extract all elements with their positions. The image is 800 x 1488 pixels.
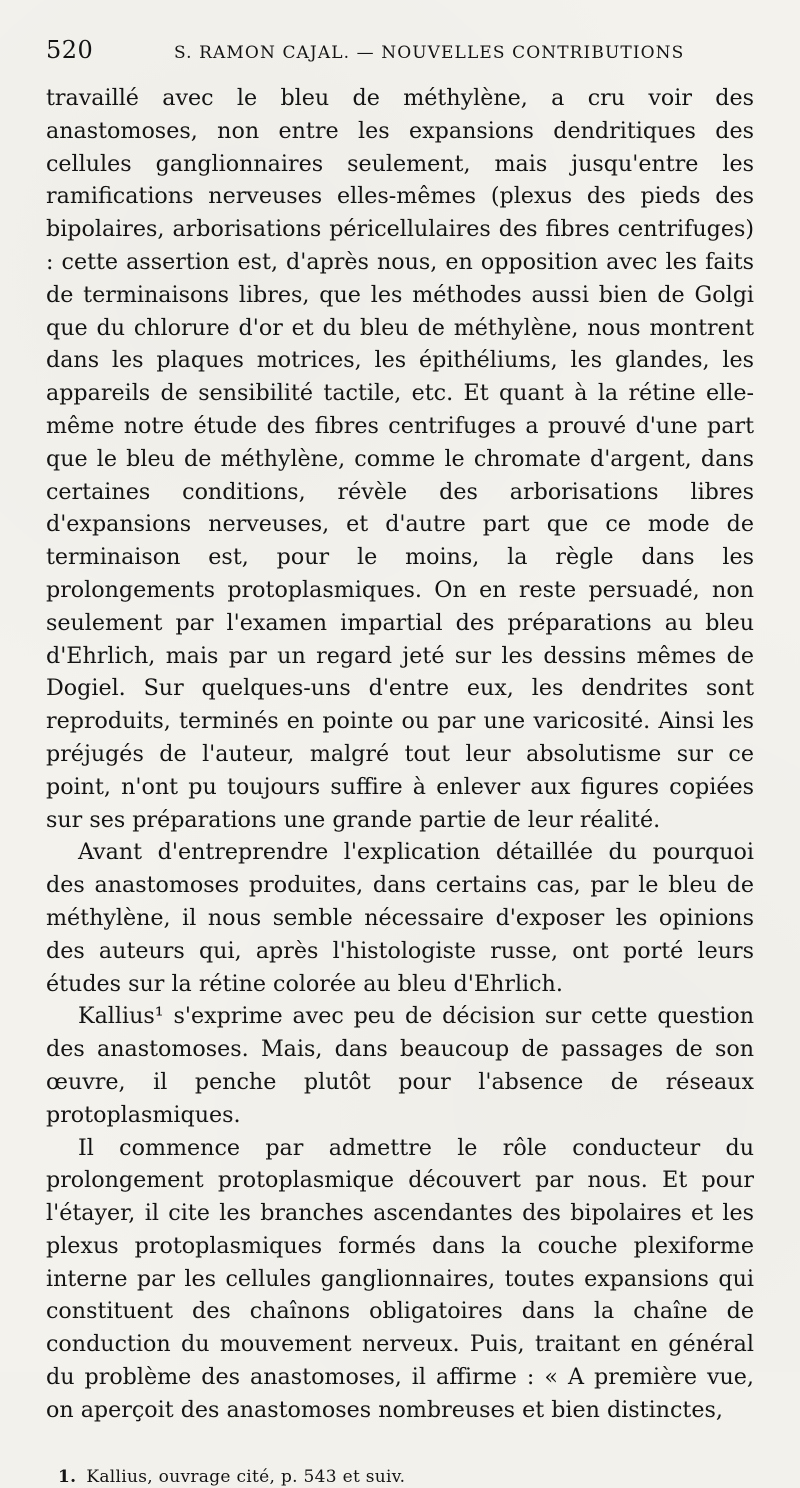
footnote-text: Kallius, ouvrage cité, p. 543 et suiv. <box>86 1466 406 1487</box>
paragraph-continuation: travaillé avec le bleu de méthylène, a cru voir des anastomoses, non entre les expansions dendritiques des cellules ganglionnaires seulement, mais jusqu'entre les ramifications nerveuses elles-mêmes (plexus des pieds des bipolaires, arborisations péricellulaires des fibres centrifuges) : cette assertion est, d'après nous, en opposition avec les faits de terminaisons libres, que les méthodes aussi bien de Golgi que du chlorure d'or et du bleu de méthylène, nous montrent dans les plaques motrices, les épithéliums, les glandes, les appareils de sensibilité tactile, etc. Et quant à la rétine elle-même notre étude des fibres centrifuges a prouvé d'une part que le bleu de méthylène, comme le chromate d'argent, dans certaines conditions, révèle des arborisations libres d'expansions nerveuses, et d'autre part que ce mode de terminaison est, pour le moins, la règle dans les prolongements protoplasmiques. On en reste persuadé, non seulement par l'examen impartial des préparations au bleu d'Ehrlich, mais par un regard jeté sur les dessins mêmes de Dogiel. Sur quelques-uns d'entre eux, les dendrites sont reproduits, terminés en pointe ou par une varicosité. Ainsi les préjugés de l'auteur, malgré tout leur absolutisme sur ce point, n'ont pu toujours suffire à enlever aux figures copiées sur ses préparations une grande partie de leur réalité. <box>46 85 754 833</box>
page-number: 520 <box>46 36 94 64</box>
footnote-marker: 1. <box>58 1466 77 1487</box>
paragraph: Avant d'entreprendre l'explication détaillée du pourquoi des anastomoses produites, dans certains cas, par le bleu de méthylène, il nous semble nécessaire d'exposer les opinions des auteurs qui, après l'histologiste russe, ont porté leurs études sur la rétine colorée au bleu d'Ehrlich. <box>46 839 754 997</box>
footnote <box>46 1466 754 1488</box>
paragraph: Kallius¹ s'exprime avec peu de décision sur cette question des anastomoses. Mais, dans beaucoup de passages de son œuvre, il penche plutôt pour l'absence de réseaux protoplasmiques. <box>46 1003 754 1128</box>
running-head <box>46 36 754 76</box>
running-title: S. RAMON CAJAL. — NOUVELLES CONTRIBUTIONS <box>174 43 685 63</box>
paragraph: Il commence par admettre le rôle conducteur du prolongement protoplasmique découvert par nous. Et pour l'étayer, il cite les branches ascendantes des bipolaires et les plexus protoplasmiques formés dans la couche plexiforme interne par les cellules ganglionnaires, toutes expansions qui constituent des chaînons obligatoires dans la chaîne de conduction du mouvement nerveux. Puis, traitant en général du problème des anastomoses, il affirme : « A première vue, on aperçoit des anastomoses nombreuses et bien distinctes, <box>46 1134 754 1423</box>
body-text <box>46 82 754 1427</box>
